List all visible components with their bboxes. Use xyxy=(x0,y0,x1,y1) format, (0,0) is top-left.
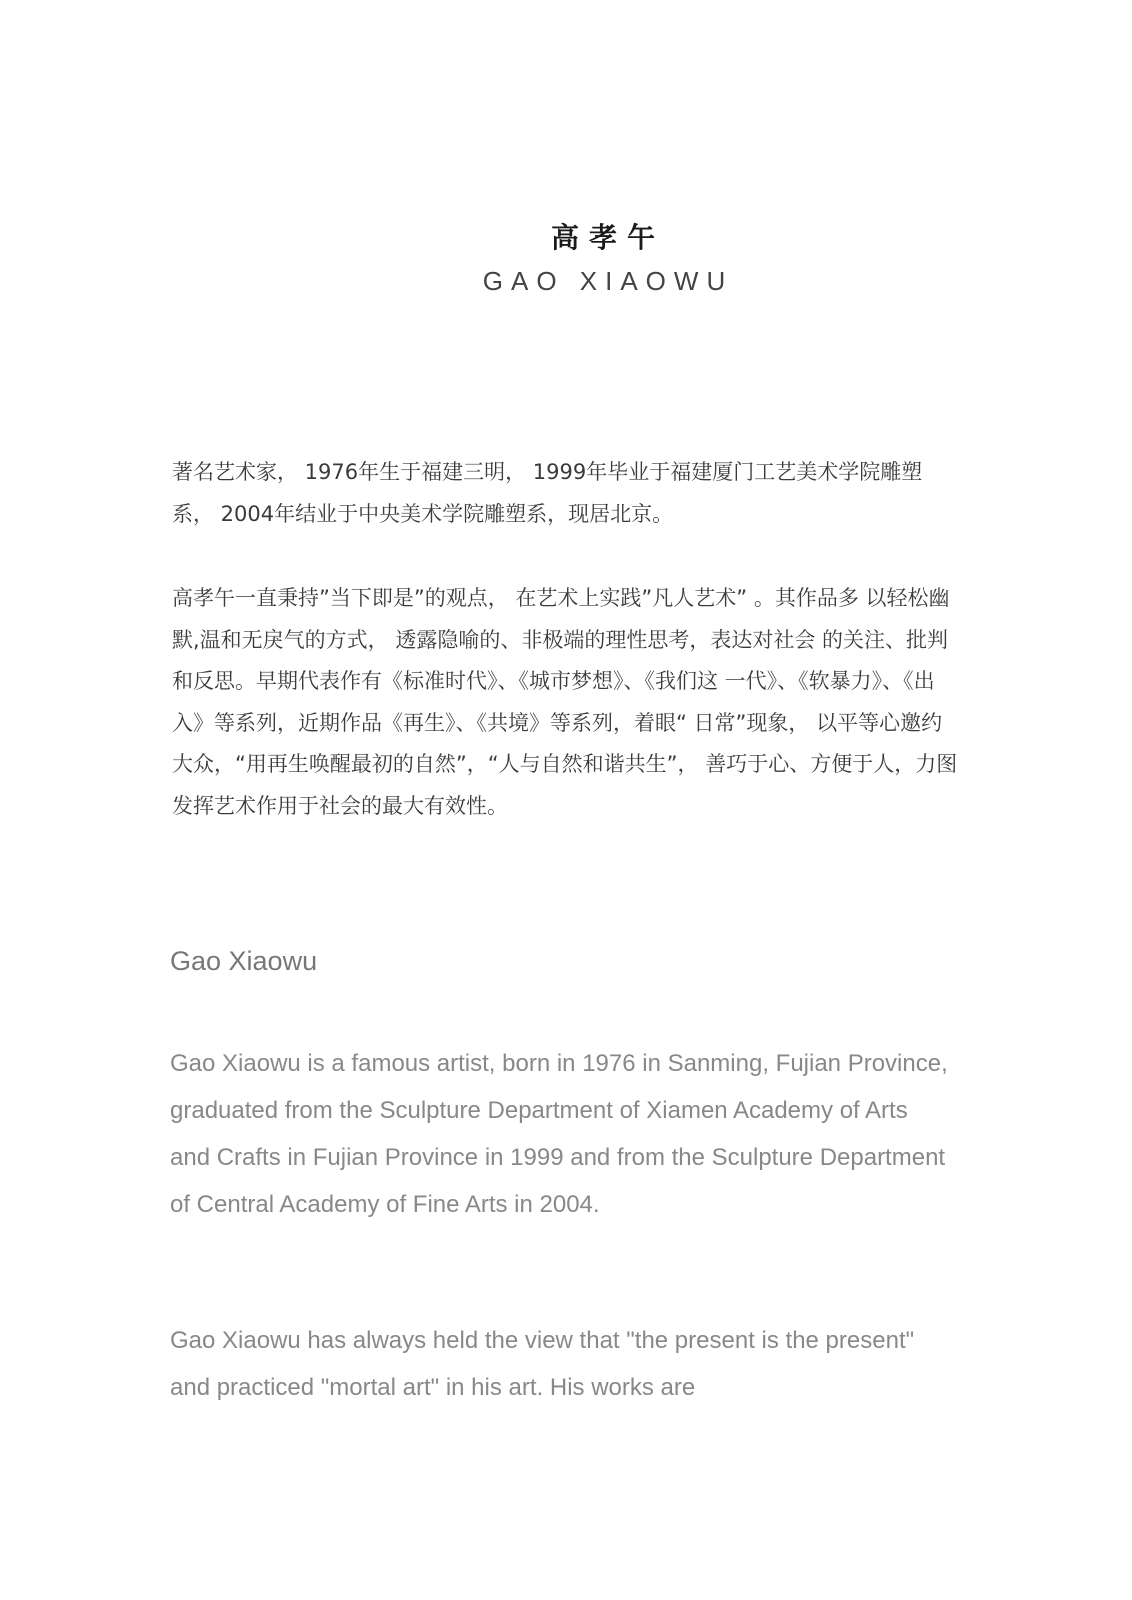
bio-en-paragraph-2: Gao Xiaowu has always held the view that "the present is the present" and practiced "mortal art" in his art. His works are xyxy=(170,1327,915,1401)
artist-name-english: GAO XIAOWU xyxy=(482,266,734,296)
bio-en-heading: Gao Xiaowu xyxy=(170,946,318,976)
bio-cn-paragraph-1: 著名艺术家， 1976年生于福建三明， 1999年毕业于福建厦门工艺美术学院雕塑 系， 2004年结业于中央美术学院雕塑系，现居北京。 xyxy=(172,460,923,526)
bio-cn-paragraph-2: 高孝午一直秉持”当下即是”的观点， 在艺术上实践”凡人艺术” 。其作品多 以轻松幽默,温和无戾气的方式， 透露隐喻的、非极端的理性思考，表达对社会 的关注、批判和反思。早期代表作有《标准时代》、《城市梦想》、《我们这 一代》、《软暴力》、《出入》等系列，近期作品《再生》、《共境》等系列，着眼“ 日常”现象， 以平等心邀约大众，“用再生唤醒最初的自然”，“人与自然和谐共生”， 善巧于心、方便于人，力图发挥艺术作用于社会的最大有效性。 xyxy=(172,586,958,818)
artist-name-chinese: 高孝午 xyxy=(550,221,665,254)
bio-en-paragraph-1: Gao Xiaowu is a famous artist, born in 1976 in Sanming, Fujian Province, graduated from the Sculpture Department of Xiamen Academy of Arts and Crafts in Fujian Province in 1999 and from the Sculpture Department of Central Academy of Fine Arts in 2004. xyxy=(170,1050,948,1218)
